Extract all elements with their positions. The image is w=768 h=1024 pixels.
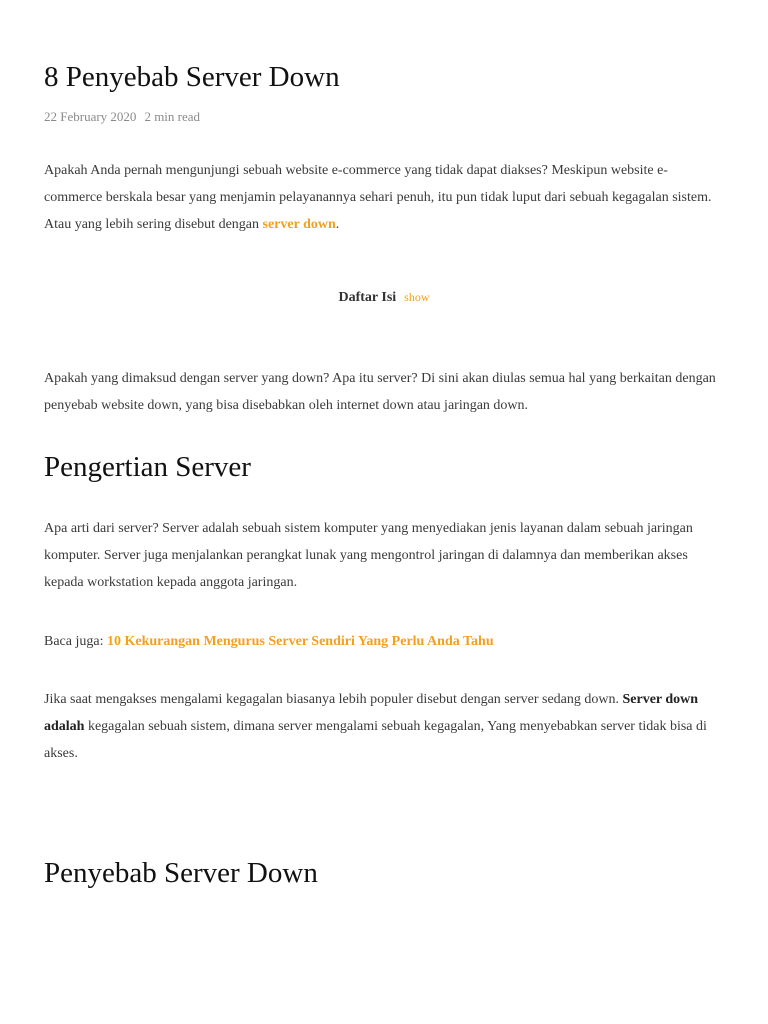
paragraph-4-text-1: Jika saat mengakses mengalami kegagalan biasanya lebih populer disebut dengan server sedang down. (44, 692, 623, 707)
paragraph-4-text-2: kegagalan sebuah sistem, dimana server mengalami sebuah kegagalan, Yang menyebabkan server tidak bisa di akses. (44, 719, 707, 761)
paragraph-4 (44, 686, 724, 767)
section-heading-pengertian-server: Pengertian Server (44, 451, 251, 483)
toc-show-toggle[interactable]: show (404, 290, 430, 304)
paragraph-4-bold: Server down adalah (44, 692, 699, 734)
paragraph-3 (44, 515, 724, 596)
section-heading-penyebab-server-down: Penyebab Server Down (44, 857, 318, 889)
read-time: 2 min read (144, 109, 201, 124)
paragraph-3-text: Apa arti dari server? Server adalah sebuah sistem komputer yang menyediakan jenis layanan dalam sebuah jaringan komputer. Server juga menjalankan perangkat lunak yang mengontrol jaringan di dalamnya dan memberikan akses kepada workstation kepada anggota jaringan. (44, 521, 693, 590)
intro-paragraph (44, 157, 724, 238)
publish-date: 22 February 2020 (44, 109, 137, 124)
table-of-contents (44, 286, 724, 309)
read-also-link[interactable]: 10 Kekurangan Mengurus Server Sendiri Yang Perlu Anda Tahu (106, 634, 494, 649)
read-also (44, 628, 724, 655)
read-also-label: Baca juga: (44, 634, 107, 649)
paragraph-2-text: Apakah yang dimaksud dengan server yang down? Apa itu server? Di sini akan diulas semua hal yang berkaitan dengan penyebab website down, yang bisa disebabkan oleh internet down atau jaringan down. (44, 371, 716, 413)
server-down-link[interactable]: server down (262, 217, 336, 232)
toc-label: Daftar Isi (338, 290, 397, 305)
intro-end: . (335, 217, 340, 232)
article-title: 8 Penyebab Server Down (44, 61, 340, 93)
intro-text: Apakah Anda pernah mengunjungi sebuah website e-commerce yang tidak dapat diakses? Meskipun website e-commerce berskala besar yang menjamin pelayanannya sehari penuh, itu pun tidak luput dari sebuah kegagalan sistem. Atau yang lebih sering disebut dengan (44, 163, 712, 232)
paragraph-2 (44, 365, 724, 419)
article-meta (44, 108, 200, 126)
